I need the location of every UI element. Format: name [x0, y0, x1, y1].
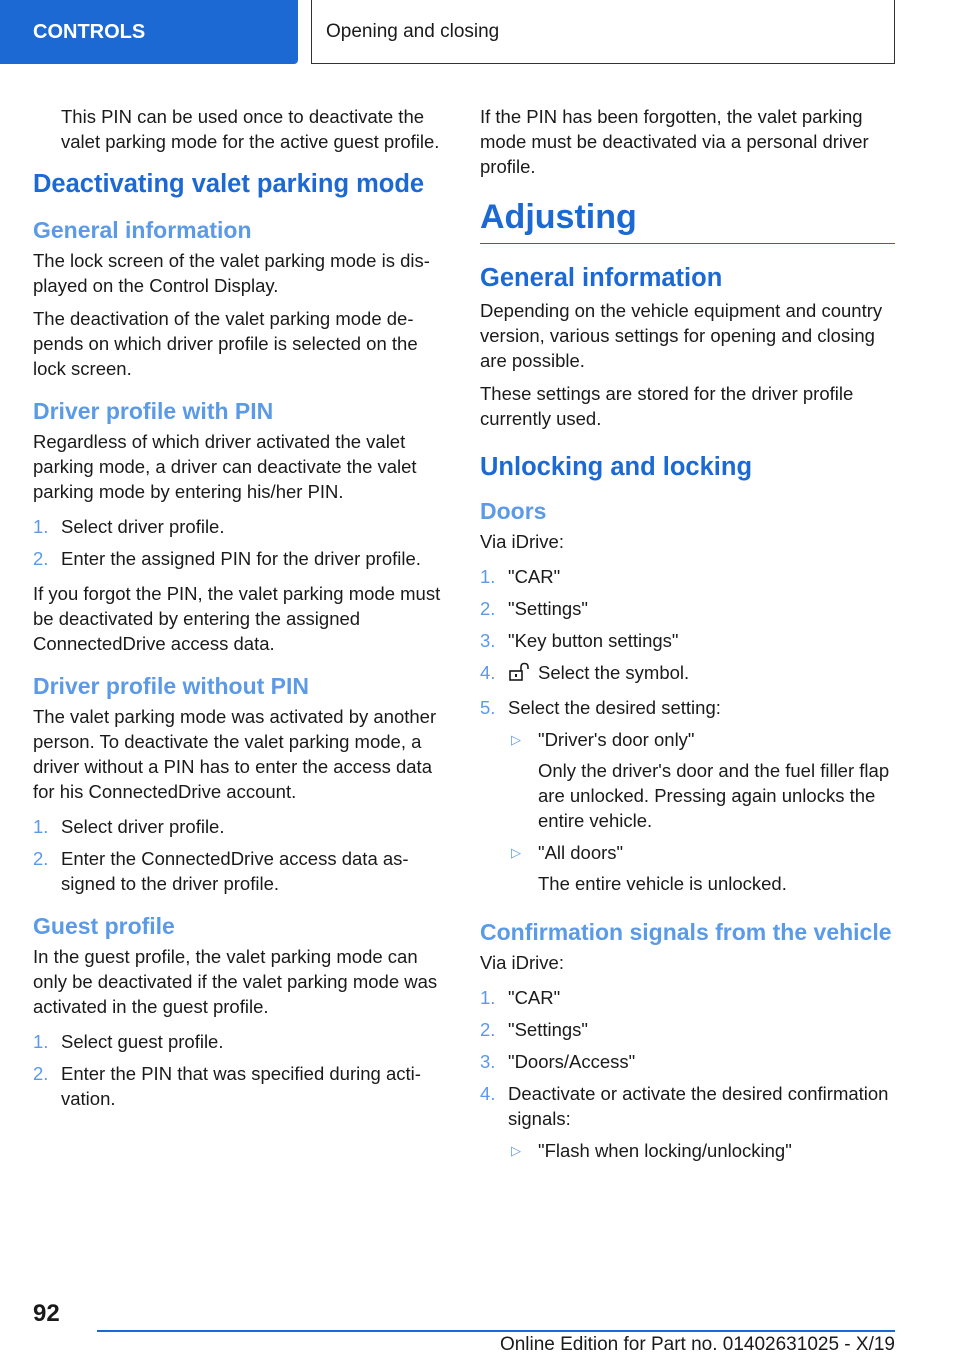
paragraph: Via iDrive: [480, 952, 564, 973]
bullet-item [508, 840, 895, 896]
section-label: Opening and closing [326, 20, 500, 42]
triangle-bullet-icon: ▷ [511, 1143, 521, 1158]
left-column [33, 104, 448, 1121]
bullet-list [508, 727, 895, 896]
paragraph: These settings are stored for the driver profile currently used. [480, 383, 854, 429]
list-item [33, 514, 448, 539]
deactivating-heading: Deactivating valet parking mode [33, 170, 425, 198]
confirmation-signals-heading: Confirmation signals from the vehicle [480, 919, 892, 945]
list-number: 1. [33, 516, 49, 537]
bullet-body [538, 840, 895, 896]
list-number: 1. [33, 816, 49, 837]
intro-paragraph: This PIN can be used once to deactivate the valet parking mode for the active guest profile. [61, 106, 440, 152]
list-item [480, 1049, 895, 1074]
driver-with-pin-heading: Driver profile with PIN [33, 398, 274, 424]
numbered-list [33, 814, 448, 896]
list-number: 4. [480, 662, 496, 683]
bullet-item [508, 1138, 895, 1163]
list-text: Select driver profile. [61, 816, 225, 837]
list-text: Select driver profile. [61, 516, 225, 537]
list-item [33, 814, 448, 839]
chapter-tab [0, 0, 298, 64]
paragraph: If the PIN has been forgotten, the valet parking mode must be deactivated via a personal driver profile. [480, 106, 869, 177]
list-text: Enter the ConnectedDrive access data assigned to the driver profile. [61, 848, 409, 894]
footer-edition: Online Edition for Part no. 01402631025 - X/19 [499, 1334, 895, 1355]
numbered-list [480, 985, 895, 1163]
list-item [480, 660, 895, 688]
list-number: 3. [480, 1051, 496, 1072]
list-text: Select guest profile. [61, 1031, 224, 1052]
paragraph: The valet parking mode was activated by another person. To deactivate the valet parking mode, a driver without a PIN has to enter the access data for his ConnectedDrive account. [33, 706, 437, 802]
right-column [480, 104, 895, 1173]
paragraph: The deactivation of the valet parking mode depends on which driver profile is selected on the lock screen. [33, 308, 418, 379]
list-number: 3. [480, 630, 496, 651]
list-item [480, 695, 895, 720]
triangle-bullet-icon: ▷ [511, 845, 521, 860]
list-number: 5. [480, 697, 496, 718]
bullet-label: "Flash when locking/unlocking" [538, 1140, 792, 1161]
list-text: "CAR" [508, 566, 561, 587]
list-text [508, 660, 895, 688]
list-item [33, 546, 448, 571]
bullet-label: "Driver's door only" [538, 729, 695, 750]
list-number: 2. [33, 848, 49, 869]
list-item [480, 564, 895, 589]
list-text: "Doors/Access" [508, 1051, 636, 1072]
list-number: 4. [480, 1083, 496, 1104]
triangle-bullet-icon: ▷ [511, 732, 521, 747]
chapter-label: CONTROLS [33, 20, 146, 43]
list-item [33, 1061, 448, 1111]
unlock-icon [508, 662, 530, 688]
paragraph: Depending on the vehicle equipment and country version, various settings for opening and closing are possible. [480, 300, 883, 371]
bullet-body [538, 727, 895, 833]
numbered-list [33, 514, 448, 571]
numbered-list [33, 1029, 448, 1111]
bullet-label: "All doors" [538, 842, 624, 863]
paragraph: If you forgot the PIN, the valet parking mode must be deactivated by entering the assigned ConnectedDrive access data. [33, 583, 441, 654]
list-number: 2. [480, 1019, 496, 1040]
list-text: "Settings" [508, 598, 588, 619]
bullet-item [508, 727, 895, 833]
bullet-description: The entire vehicle is unlocked. [538, 873, 787, 894]
bullet-body [538, 1138, 895, 1163]
list-text: "CAR" [508, 987, 561, 1008]
list-number: 1. [480, 566, 496, 587]
list-text: Select the desired setting: [508, 697, 721, 718]
section-tab [311, 0, 895, 64]
guest-profile-heading: Guest profile [33, 913, 175, 939]
list-number: 2. [480, 598, 496, 619]
list-text: Deactivate or activate the desired confirmation signals: [508, 1083, 889, 1129]
unlocking-locking-heading: Unlocking and locking [480, 453, 753, 481]
bullet-list [508, 1138, 895, 1163]
list-item [33, 846, 448, 896]
footer-divider [97, 1330, 895, 1332]
page-number: 92 [33, 1300, 60, 1327]
list-text-label: Select the symbol. [538, 662, 690, 683]
list-item [480, 1081, 895, 1131]
numbered-list [480, 564, 895, 896]
list-text: Enter the PIN that was specified during activation. [61, 1063, 421, 1109]
list-number: 1. [33, 1031, 49, 1052]
list-item [33, 1029, 448, 1054]
driver-without-pin-heading: Driver profile without PIN [33, 673, 310, 699]
list-text: Enter the assigned PIN for the driver profile. [61, 548, 421, 569]
list-number: 2. [33, 1063, 49, 1084]
list-item [480, 628, 895, 653]
list-item [480, 596, 895, 621]
list-number: 2. [33, 548, 49, 569]
paragraph: In the guest profile, the valet parking mode can only be deactivated if the valet parking mode was activated in the guest profile. [33, 946, 438, 1017]
bullet-description: Only the driver's door and the fuel filler flap are unlocked. Pressing again unlocks the entire vehicle. [538, 760, 890, 831]
paragraph: Via iDrive: [480, 531, 564, 552]
list-number: 1. [480, 987, 496, 1008]
list-item [480, 1017, 895, 1042]
general-information-heading: General information [33, 217, 252, 243]
paragraph: Regardless of which driver activated the valet parking mode, a driver can deactivate the valet parking mode by entering his/her PIN. [33, 431, 417, 502]
list-text: "Settings" [508, 1019, 588, 1040]
general-information-heading: General information [480, 264, 723, 292]
doors-heading: Doors [480, 498, 547, 524]
list-item [480, 985, 895, 1010]
list-text: "Key button settings" [508, 630, 679, 651]
adjusting-heading: Adjusting [480, 195, 895, 244]
paragraph: The lock screen of the valet parking mode is displayed on the Control Display. [33, 250, 430, 296]
